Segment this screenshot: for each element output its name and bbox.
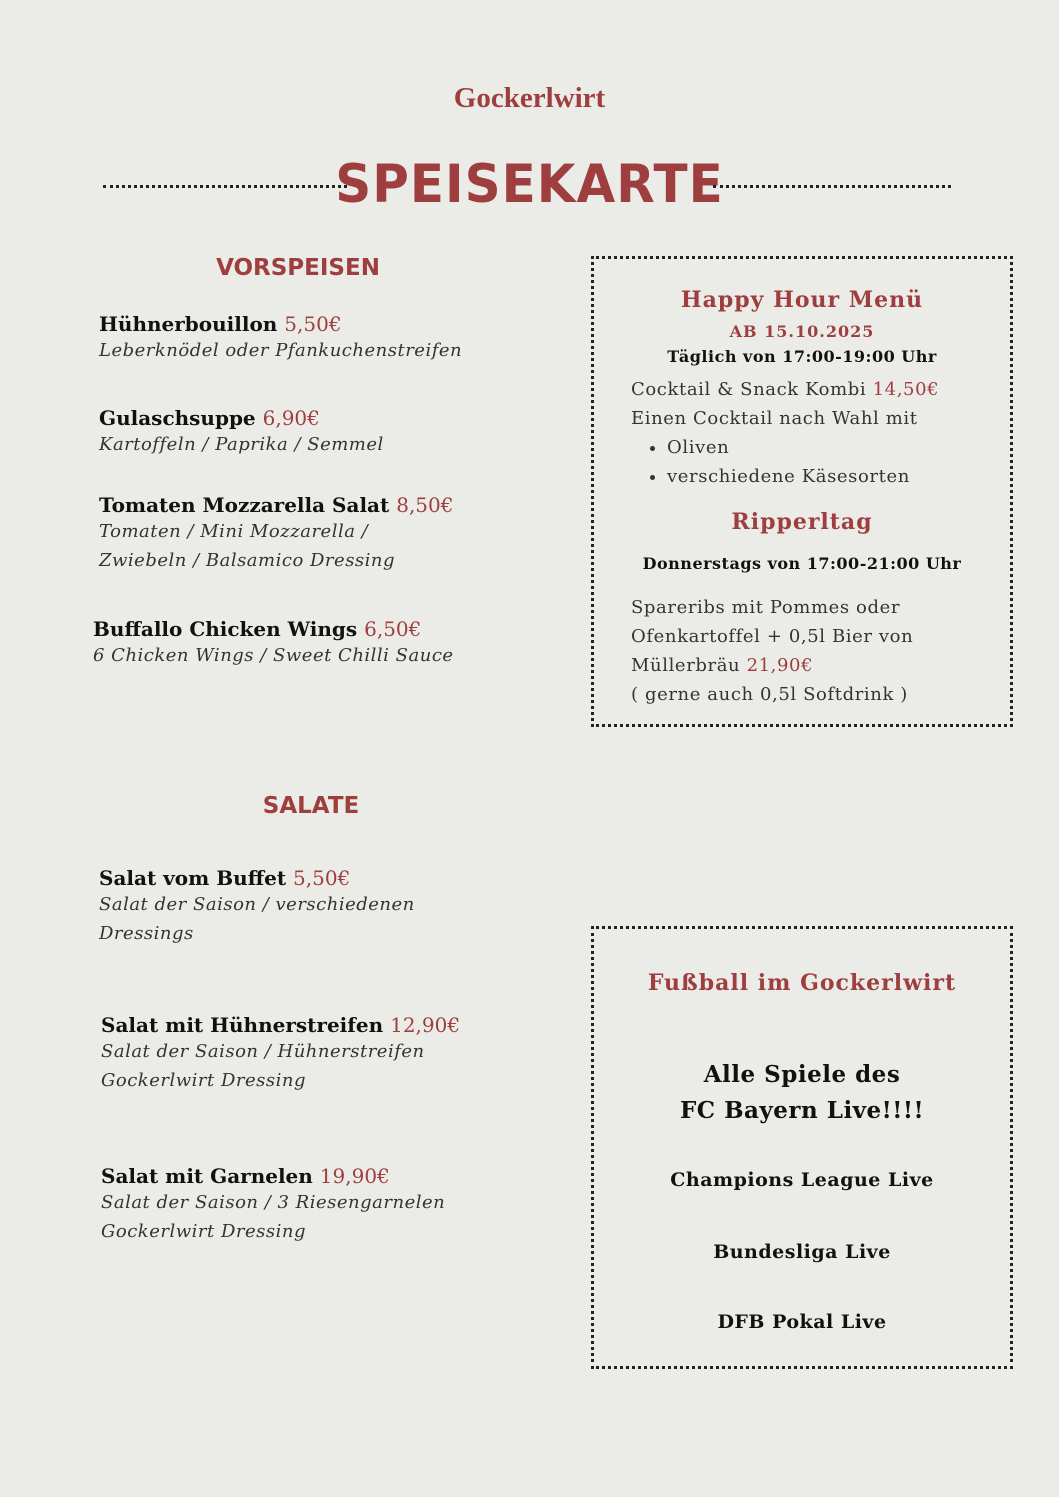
item-description: Tomaten / Mini Mozzarella / — [99, 521, 369, 542]
item-name: Salat mit Garnelen — [101, 1164, 313, 1188]
item-name: Salat vom Buffet — [99, 866, 287, 890]
offer-list — [631, 433, 1011, 491]
item-description: 6 Chicken Wings / Sweet Chilli Sauce — [93, 645, 454, 666]
item-description: Kartoffeln / Paprika / Semmel — [99, 434, 384, 455]
offer-list-item: • Oliven — [667, 433, 1011, 462]
item-description: Gockerlwirt Dressing — [101, 1221, 306, 1242]
football-line: Champions League Live — [670, 1169, 934, 1191]
menu-item — [99, 866, 415, 948]
item-price: 12,90€ — [390, 1013, 461, 1037]
item-description: Salat der Saison / verschiedenen — [99, 894, 415, 915]
menu-item — [101, 1013, 460, 1095]
restaurant-name: Gockerlwirt — [453, 82, 606, 114]
item-price: 5,50€ — [293, 866, 351, 890]
item-description: Leberknödel oder Pfankuchenstreifen — [99, 340, 463, 361]
item-name: Tomaten Mozzarella Salat — [99, 493, 390, 517]
happy-hour-offer — [631, 375, 1011, 404]
item-description: Dressings — [99, 923, 194, 944]
menu-item — [99, 312, 462, 365]
item-description: Salat der Saison / Hühnerstreifen — [101, 1041, 425, 1062]
menu-item — [101, 1164, 445, 1246]
page-title: SPEISEKARTE — [335, 153, 724, 215]
happy-hour-heading: Happy Hour Menü — [680, 287, 924, 313]
item-price: 5,50€ — [284, 312, 342, 336]
item-name: Buffallo Chicken Wings — [93, 617, 358, 641]
item-name: Gulaschsuppe — [99, 406, 256, 430]
item-description: Gockerlwirt Dressing — [101, 1070, 306, 1091]
happy-hour-box — [591, 256, 1013, 727]
item-description: Zwiebeln / Balsamico Dressing — [99, 550, 396, 571]
item-price: 19,90€ — [319, 1164, 390, 1188]
football-main-line: Alle Spiele des — [703, 1061, 901, 1088]
item-name: Salat mit Hühnerstreifen — [101, 1013, 384, 1037]
ripperltag-text: Spareribs mit Pommes oder — [631, 597, 901, 618]
menu-item — [93, 617, 454, 670]
menu-item — [99, 406, 384, 459]
happy-hour-date: AB 15.10.2025 — [729, 322, 875, 341]
divider-right — [713, 185, 951, 188]
ripperltag-text: Ofenkartoffel + 0,5l Bier von — [631, 626, 914, 647]
ripperltag-heading: Ripperltag — [731, 509, 873, 535]
offer-price: 14,50€ — [872, 379, 940, 400]
football-main-line: FC Bayern Live!!!! — [679, 1097, 925, 1124]
ripperltag-note: ( gerne auch 0,5l Softdrink ) — [631, 684, 908, 705]
offer-list-item: • verschiedene Käsesorten — [667, 462, 1011, 491]
ripperltag-time: Donnerstags von 17:00-21:00 Uhr — [642, 554, 962, 573]
item-price: 6,90€ — [262, 406, 320, 430]
football-line: DFB Pokal Live — [717, 1311, 887, 1333]
happy-hour-time: Täglich von 17:00-19:00 Uhr — [667, 347, 937, 366]
football-box — [591, 926, 1013, 1369]
menu-item — [99, 493, 453, 575]
football-line: Bundesliga Live — [713, 1241, 891, 1263]
offer-name: Cocktail & Snack Kombi — [631, 379, 867, 400]
item-price: 6,50€ — [364, 617, 422, 641]
section-heading-salate: SALATE — [262, 793, 360, 819]
football-heading: Fußball im Gockerlwirt — [647, 970, 957, 996]
ripperltag-price: 21,90€ — [746, 655, 814, 676]
offer-intro: Einen Cocktail nach Wahl mit — [631, 408, 918, 429]
item-description: Salat der Saison / 3 Riesengarnelen — [101, 1192, 446, 1213]
ripperltag-text: Müllerbräu — [631, 655, 741, 676]
item-price: 8,50€ — [396, 493, 454, 517]
item-name: Hühnerbouillon — [99, 312, 278, 336]
section-heading-vorspeisen: VORSPEISEN — [216, 255, 380, 281]
